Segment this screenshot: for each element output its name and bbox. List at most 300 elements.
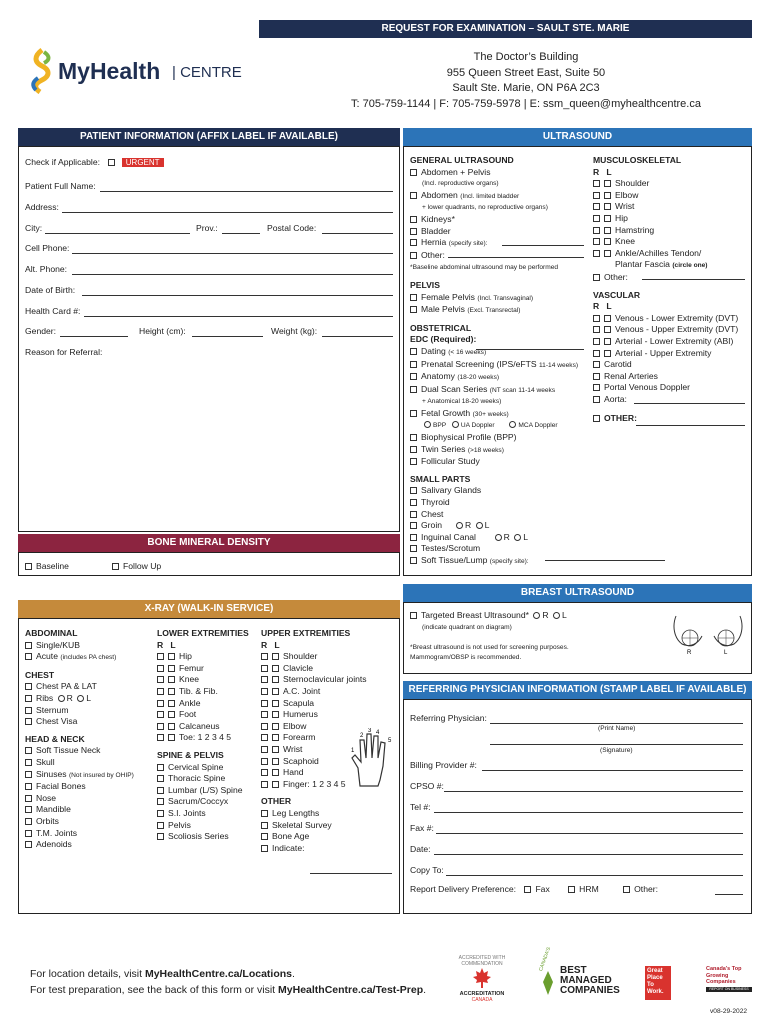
msk-r-checkbox[interactable] <box>593 227 600 234</box>
hernia-site-field[interactable] <box>502 236 584 246</box>
abdomen-pelvis-note: (Incl. reproductive organs) <box>422 180 499 188</box>
sinuses: Sinuses (Not insured by OHIP) <box>25 769 134 782</box>
postal-label: Postal Code: <box>267 223 317 233</box>
weight-field[interactable] <box>322 327 393 337</box>
pelvis-heading: PELVIS <box>410 279 440 290</box>
orbits-checkbox[interactable] <box>25 818 32 825</box>
msk-other-checkbox[interactable] <box>593 274 600 281</box>
contact-line: T: 705-759-1144 | F: 705-759-5978 | E: ssm_queen@myhealthcentre.ca <box>351 97 701 110</box>
msk-r-checkbox[interactable] <box>593 180 600 187</box>
svg-text:4: 4 <box>376 730 380 736</box>
msk-item <box>593 190 738 202</box>
indicate-field[interactable] <box>310 864 392 874</box>
small-parts-heading: SMALL PARTS <box>410 473 471 484</box>
signature-field[interactable] <box>490 735 743 745</box>
spine-label: S.I. Joints <box>168 807 206 818</box>
vasc-l-checkbox[interactable] <box>604 350 611 357</box>
health-field[interactable] <box>84 307 393 317</box>
vasc-single-checkbox[interactable] <box>593 396 600 403</box>
msk-l-checkbox[interactable] <box>604 250 611 257</box>
male-pelvis-checkbox[interactable] <box>410 306 417 313</box>
follicular: Follicular Study <box>410 456 578 468</box>
lower-r-checkbox[interactable] <box>157 676 164 683</box>
msk-r-checkbox[interactable] <box>593 192 600 199</box>
msk-item <box>593 225 738 237</box>
vasc-item <box>593 324 738 336</box>
great-place-logo: Great Place To Work. <box>645 966 671 1000</box>
lower-item <box>157 709 249 721</box>
upper-l-checkbox[interactable] <box>272 781 279 788</box>
lower-item <box>157 663 249 675</box>
thyroid-checkbox[interactable] <box>410 499 417 506</box>
upper-r-checkbox[interactable] <box>261 653 268 660</box>
breast-l-radio[interactable] <box>553 612 560 619</box>
spine-item <box>157 808 249 820</box>
upper-l-checkbox[interactable] <box>272 723 279 730</box>
footer-text <box>30 966 426 998</box>
delivery-other-field[interactable] <box>715 885 743 895</box>
address-line-3: Sault Ste. Marie, ON P6A 2C3 <box>452 82 600 94</box>
best-managed-logo <box>538 946 620 998</box>
spine-checkbox[interactable] <box>157 787 164 794</box>
nose-checkbox[interactable] <box>25 795 32 802</box>
tm-joints: T.M. Joints <box>25 828 134 840</box>
ua-radio[interactable] <box>452 421 459 428</box>
bpp-radio[interactable] <box>424 421 431 428</box>
skull: Skull <box>25 757 134 769</box>
lower-label: Tib. & Fib. <box>179 685 218 696</box>
lower-r-checkbox[interactable] <box>157 688 164 695</box>
fetal-options: BPP UA Doppler MCA Doppler <box>410 420 578 432</box>
us-col-2 <box>593 155 738 425</box>
managed-text: MANAGED <box>560 975 612 986</box>
city-label: City: <box>25 223 43 233</box>
lower-l-checkbox[interactable] <box>168 653 175 660</box>
upper-l-checkbox[interactable] <box>272 653 279 660</box>
canadas-text: CANADA'S <box>538 946 553 973</box>
address-label: Address: <box>25 202 59 212</box>
other-checkbox[interactable] <box>261 822 268 829</box>
vasc-l-checkbox[interactable] <box>604 315 611 322</box>
lower-label: Foot <box>179 709 197 720</box>
prenatal-checkbox[interactable] <box>410 361 417 368</box>
lower-r-checkbox[interactable] <box>157 700 164 707</box>
delivery-hrm-checkbox[interactable] <box>568 886 575 893</box>
spine-checkbox[interactable] <box>157 822 164 829</box>
vasc-l-checkbox[interactable] <box>604 326 611 333</box>
twin-checkbox[interactable] <box>410 446 417 453</box>
lower-item <box>157 721 249 733</box>
top-growing-logo <box>706 966 752 998</box>
accreditation-text: ACCREDITATION <box>459 991 505 997</box>
sternum-checkbox[interactable] <box>25 707 32 714</box>
vasc-single-checkbox[interactable] <box>593 373 600 380</box>
form-title: REQUEST FOR EXAMINATION – SAULT STE. MARIE <box>259 20 752 38</box>
bmd-followup: Follow Up <box>112 561 161 573</box>
ultrasound-header: ULTRASOUND <box>403 128 752 146</box>
mca-radio[interactable] <box>509 421 516 428</box>
urgent-checkbox[interactable] <box>108 159 115 166</box>
delivery-other-checkbox[interactable] <box>623 886 630 893</box>
height-field[interactable] <box>192 327 263 337</box>
upper-l-checkbox[interactable] <box>272 688 279 695</box>
dual-scan: Dual Scan Series (NT scan 11-14 weeks <box>410 384 578 397</box>
canada-text: CANADA <box>471 997 493 1003</box>
chest-pa-checkbox[interactable] <box>25 683 32 690</box>
upper-item <box>261 698 367 710</box>
logo-icon <box>30 48 54 94</box>
chest-visa-checkbox[interactable] <box>25 718 32 725</box>
upper-r-checkbox[interactable] <box>261 665 268 672</box>
vasc-single-item <box>593 371 738 383</box>
copy-field[interactable] <box>446 866 743 876</box>
spine-label: Cervical Spine <box>168 761 224 772</box>
lower-r-checkbox[interactable] <box>157 734 164 741</box>
us-other-checkbox[interactable] <box>410 252 417 259</box>
alt-field[interactable] <box>72 265 393 275</box>
sinuses-checkbox[interactable] <box>25 771 32 778</box>
other-checkbox[interactable] <box>261 833 268 840</box>
lower-label: Femur <box>179 662 204 673</box>
locations-link[interactable]: MyHealthCentre.ca/Locations <box>144 968 293 980</box>
vasc-list <box>593 313 738 359</box>
alt-label: Alt. Phone: <box>25 264 68 274</box>
upper-l-checkbox[interactable] <box>272 665 279 672</box>
tm-checkbox[interactable] <box>25 830 32 837</box>
other-checkbox[interactable] <box>261 810 268 817</box>
lower-r-checkbox[interactable] <box>157 711 164 718</box>
bladder-checkbox[interactable] <box>410 228 417 235</box>
upper-r-checkbox[interactable] <box>261 781 268 788</box>
acute-checkbox[interactable] <box>25 653 32 660</box>
upper-r-checkbox[interactable] <box>261 734 268 741</box>
upper-l-checkbox[interactable] <box>272 711 279 718</box>
edc-field[interactable] <box>476 340 584 350</box>
vasc-label: Arterial - Upper Extremity <box>615 347 712 358</box>
msk-label: Ankle/Achilles Tendon/ <box>615 247 702 258</box>
targeted-breast: Targeted Breast Ultrasound* R L <box>410 610 567 622</box>
skull-checkbox[interactable] <box>25 759 32 766</box>
female-pelvis: Female Pelvis (Incl. Transvaginal) <box>410 292 578 305</box>
vasc-r-checkbox[interactable] <box>593 338 600 345</box>
prov-field[interactable] <box>222 224 260 234</box>
female-pelvis-checkbox[interactable] <box>410 294 417 301</box>
spine-checkbox[interactable] <box>157 775 164 782</box>
best-text: BEST <box>560 965 587 976</box>
billing-field[interactable] <box>482 761 743 771</box>
spine-item <box>157 773 249 785</box>
groin-r-radio[interactable] <box>456 522 463 529</box>
dob-field[interactable] <box>82 286 393 296</box>
lower-r-checkbox[interactable] <box>157 723 164 730</box>
address-line-2: 955 Queen Street East, Suite 50 <box>446 66 606 79</box>
inguinal-l-radio[interactable] <box>514 534 521 541</box>
breast-note-1: *Breast ultrasound is not used for screening purposes. <box>410 644 569 651</box>
abdomen-pelvis-checkbox[interactable] <box>410 169 417 176</box>
upper-label: Finger: 1 2 3 4 5 <box>283 778 346 789</box>
vasc-r-checkbox[interactable] <box>593 350 600 357</box>
tel-field[interactable] <box>434 803 743 813</box>
upper-r-checkbox[interactable] <box>261 746 268 753</box>
upper-r-checkbox[interactable] <box>261 688 268 695</box>
baseline-checkbox[interactable] <box>25 563 32 570</box>
svg-text:1: 1 <box>351 748 355 754</box>
upper-r-checkbox[interactable] <box>261 723 268 730</box>
check-label: Check if Applicable: URGENT <box>25 157 164 169</box>
soft-tissue-neck-checkbox[interactable] <box>25 747 32 754</box>
upper-label: Elbow <box>283 720 307 731</box>
nose: Nose <box>25 793 134 805</box>
msk-l-checkbox[interactable] <box>604 238 611 245</box>
us-other: Other: <box>410 250 578 262</box>
prenatal: Prenatal Screening (IPS/eFTS 11-14 weeks) <box>410 359 578 372</box>
reason-label: Reason for Referral: <box>25 347 103 357</box>
upper-heading: UPPER EXTREMITIES <box>261 628 351 638</box>
spine-checkbox[interactable] <box>157 798 164 805</box>
testes: Testes/Scrotum <box>410 543 578 555</box>
facial-checkbox[interactable] <box>25 783 32 790</box>
msk-l-checkbox[interactable] <box>604 180 611 187</box>
upper-label: Sternoclavicular joints <box>283 674 367 685</box>
vasc-r-checkbox[interactable] <box>593 326 600 333</box>
spine-list <box>157 762 249 843</box>
spine-item <box>157 762 249 774</box>
spine-checkbox[interactable] <box>157 833 164 840</box>
xray-header: X-RAY (WALK-IN SERVICE) <box>18 600 400 618</box>
lower-label: Calcaneus <box>179 720 220 731</box>
lower-label: Hip <box>179 651 192 662</box>
breast-diagram-icon <box>668 614 748 654</box>
msk-l-checkbox[interactable] <box>604 192 611 199</box>
other-item <box>261 820 367 832</box>
bladder: Bladder <box>410 226 578 238</box>
upper-l-checkbox[interactable] <box>272 700 279 707</box>
spine-label: Pelvis <box>168 819 191 830</box>
lower-item <box>157 674 249 686</box>
inguinal-checkbox[interactable] <box>410 534 417 541</box>
lower-l-checkbox[interactable] <box>168 665 175 672</box>
msk-r-checkbox[interactable] <box>593 215 600 222</box>
vasc-item <box>593 313 738 325</box>
prov-label: Prov.: <box>196 223 218 233</box>
accreditation-logo <box>452 955 512 1003</box>
testes-checkbox[interactable] <box>410 545 417 552</box>
ribs-checkbox[interactable] <box>25 695 32 702</box>
aorta-field[interactable] <box>634 394 745 404</box>
salivary-checkbox[interactable] <box>410 487 417 494</box>
msk-label: Wrist <box>615 201 635 212</box>
abdomen-note-2: + lower quadrants, no reproductive organs) <box>422 204 548 212</box>
city-field[interactable] <box>45 224 190 234</box>
other-checkbox[interactable] <box>261 845 268 852</box>
upper-l-checkbox[interactable] <box>272 746 279 753</box>
groin-checkbox[interactable] <box>410 522 417 529</box>
msk-item <box>593 201 738 213</box>
lower-l-checkbox[interactable] <box>168 723 175 730</box>
breast-header: BREAST ULTRASOUND <box>403 584 752 602</box>
us-other-field[interactable] <box>448 248 584 258</box>
cpso-label: CPSO #: <box>410 781 444 791</box>
vasc-label: Arterial - Lower Extremity (ABI) <box>615 335 734 346</box>
targeted-checkbox[interactable] <box>410 612 417 619</box>
logo <box>30 48 260 98</box>
fetal-checkbox[interactable] <box>410 410 417 417</box>
adenoids-checkbox[interactable] <box>25 841 32 848</box>
vasc-other-field[interactable] <box>636 416 745 426</box>
tel-label: Tel #: <box>410 802 431 812</box>
msk-item <box>593 178 738 190</box>
maple-leaf-icon <box>472 967 492 989</box>
inguinal-r-radio[interactable] <box>495 534 502 541</box>
cpso-field[interactable] <box>444 782 743 792</box>
lower-item <box>157 732 249 744</box>
spine-checkbox[interactable] <box>157 764 164 771</box>
edc-label: EDC (Required): <box>410 334 477 345</box>
vasc-single-checkbox[interactable] <box>593 384 600 391</box>
bpp-checkbox[interactable] <box>410 434 417 441</box>
fax-field[interactable] <box>436 824 743 834</box>
single-kub-checkbox[interactable] <box>25 642 32 649</box>
vasc-label: Venous - Upper Extremity (DVT) <box>615 324 739 335</box>
cell-label: Cell Phone: <box>25 243 70 253</box>
upper-l-checkbox[interactable] <box>272 758 279 765</box>
address-field[interactable] <box>62 203 393 213</box>
mandible-checkbox[interactable] <box>25 806 32 813</box>
height-label: Height (cm): <box>139 326 186 336</box>
upper-l-checkbox[interactable] <box>272 676 279 683</box>
msk-l-checkbox[interactable] <box>604 215 611 222</box>
upper-label: Shoulder <box>283 651 318 662</box>
lower-r-checkbox[interactable] <box>157 665 164 672</box>
inguinal: Inguinal Canal R L <box>410 532 578 544</box>
breast-r-radio[interactable] <box>533 612 540 619</box>
svg-text:5: 5 <box>388 738 392 744</box>
groin-l-radio[interactable] <box>476 522 483 529</box>
upper-r-checkbox[interactable] <box>261 758 268 765</box>
spine-item <box>157 785 249 797</box>
date-field[interactable] <box>434 845 743 855</box>
hand-diagram-icon <box>348 728 398 788</box>
chest-visa: Chest Visa <box>25 716 134 728</box>
upper-l-checkbox[interactable] <box>272 769 279 776</box>
msk-other-field[interactable] <box>642 270 745 280</box>
upper-r-checkbox[interactable] <box>261 676 268 683</box>
msk-r-checkbox[interactable] <box>593 250 600 257</box>
msk-heading: MUSCULOSKELETAL <box>593 155 682 165</box>
leaf-icon <box>542 970 554 996</box>
accredited-text: ACCREDITED WITH COMMENDATION <box>458 955 506 967</box>
spine-item <box>157 820 249 832</box>
vasc-single-label: Aorta: <box>604 393 627 404</box>
health-label: Health Card #: <box>25 306 81 316</box>
gender-field[interactable] <box>60 327 128 337</box>
upper-l-checkbox[interactable] <box>272 734 279 741</box>
vasc-other-checkbox[interactable] <box>593 415 600 422</box>
vascular-heading: VASCULAR <box>593 289 641 300</box>
ribs-l-radio[interactable] <box>77 695 84 702</box>
upper-label: Humerus <box>283 709 318 720</box>
msk-label: Hamstring <box>615 224 655 235</box>
kidneys-checkbox[interactable] <box>410 216 417 223</box>
date-label: Date: <box>410 844 431 854</box>
upper-r-checkbox[interactable] <box>261 711 268 718</box>
delivery-fax-checkbox[interactable] <box>524 886 531 893</box>
hernia-checkbox[interactable] <box>410 239 417 246</box>
msk-l-checkbox[interactable] <box>604 203 611 210</box>
upper-label: Hand <box>283 767 304 778</box>
spine-checkbox[interactable] <box>157 810 164 817</box>
abdominal-heading: ABDOMINAL <box>25 628 78 638</box>
vasc-item <box>593 348 738 360</box>
anatomy-checkbox[interactable] <box>410 373 417 380</box>
ribs-r-radio[interactable] <box>58 695 65 702</box>
signature-label: (Signature) <box>600 747 633 754</box>
other-label: Bone Age <box>272 831 310 842</box>
soft-tissue-lump-checkbox[interactable] <box>410 557 417 564</box>
msk-r-checkbox[interactable] <box>593 238 600 245</box>
vasc-r-checkbox[interactable] <box>593 315 600 322</box>
delivery-row: Report Delivery Preference: Fax HRM Other: <box>410 884 659 894</box>
kidneys: Kidneys* <box>410 214 578 226</box>
male-pelvis: Male Pelvis (Excl. Transrectal) <box>410 304 578 317</box>
lower-l-checkbox[interactable] <box>168 711 175 718</box>
msk-l-checkbox[interactable] <box>604 227 611 234</box>
postal-field[interactable] <box>322 224 393 234</box>
test-prep-link[interactable]: MyHealthCentre.ca/Test-Prep <box>278 984 424 996</box>
footer-line-2: For test preparation, see the back of this form or visit MyHealthCentre.ca/Test-Prep. <box>30 984 427 996</box>
dual-scan-checkbox[interactable] <box>410 386 417 393</box>
other-item <box>261 808 367 820</box>
us-chest-checkbox[interactable] <box>410 511 417 518</box>
lower-l-checkbox[interactable] <box>168 700 175 707</box>
vasc-l-checkbox[interactable] <box>604 338 611 345</box>
groin: Groin R L <box>410 520 578 532</box>
hernia: Hernia (specify site): <box>410 237 578 250</box>
spine-label: Lumbar (L/S) Spine <box>168 784 243 795</box>
soft-tissue-site-field[interactable] <box>545 551 665 561</box>
single-kub: Single/KUB <box>25 640 134 652</box>
lower-label: Ankle <box>179 697 201 708</box>
vasc-single-checkbox[interactable] <box>593 361 600 368</box>
lower-l-checkbox[interactable] <box>168 676 175 683</box>
msk-item <box>593 213 738 225</box>
spine-label: Sacrum/Coccyx <box>168 796 229 807</box>
follicular-checkbox[interactable] <box>410 458 417 465</box>
abdomen-checkbox[interactable] <box>410 192 417 199</box>
twin-series: Twin Series (>18 weeks) <box>410 444 578 457</box>
msk-list <box>593 178 738 259</box>
plantar: Plantar Fascia (circle one) <box>615 259 708 270</box>
msk-label: Hip <box>615 212 628 223</box>
vasc-single-label: Portal Venous Doppler <box>604 382 690 393</box>
lower-l-checkbox[interactable] <box>168 688 175 695</box>
chest-heading: CHEST <box>25 669 55 680</box>
spine-label: Scoliosis Series <box>168 831 229 842</box>
msk-item <box>593 248 738 260</box>
chest-pa: Chest PA & LAT <box>25 681 134 693</box>
soft-tissue-lump: Soft Tissue/Lump (specify site): <box>410 555 578 568</box>
cell-field[interactable] <box>72 244 393 254</box>
us-col-1 <box>410 155 578 568</box>
lower-r-checkbox[interactable] <box>157 653 164 660</box>
dating-checkbox[interactable] <box>410 348 417 355</box>
lower-l-checkbox[interactable] <box>168 734 175 741</box>
followup-checkbox[interactable] <box>112 563 119 570</box>
msk-r-checkbox[interactable] <box>593 203 600 210</box>
upper-r-checkbox[interactable] <box>261 700 268 707</box>
patient-name-field[interactable] <box>100 182 393 192</box>
upper-r-checkbox[interactable] <box>261 769 268 776</box>
